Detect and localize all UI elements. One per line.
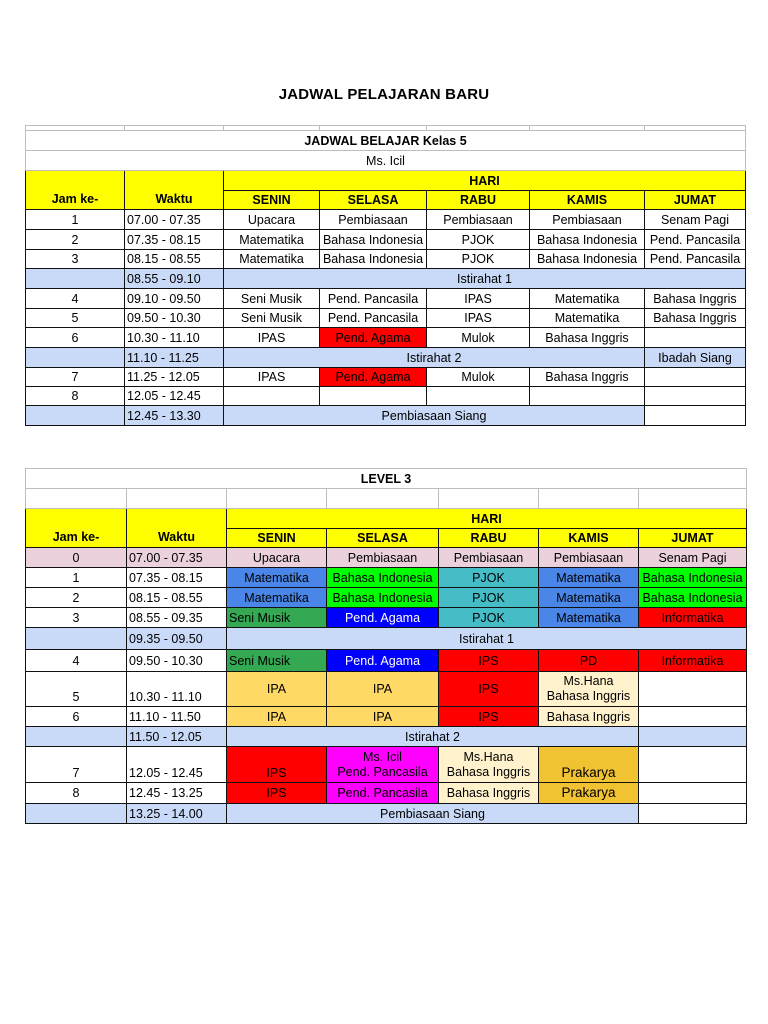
jam-cell: 7 (26, 368, 125, 387)
lesson-cell: Matematika (227, 568, 327, 588)
jam-cell: 2 (26, 588, 127, 608)
table-title: JADWAL BELAJAR Kelas 5 (26, 131, 746, 151)
lesson-cell: Informatika (639, 650, 747, 672)
header-senin: SENIN (227, 529, 327, 548)
table-row (26, 368, 746, 387)
header-waktu: Waktu (125, 171, 224, 210)
jam-cell: 1 (26, 568, 127, 588)
break-row (26, 348, 746, 368)
teacher-name: Ms.Hana (563, 674, 614, 688)
lesson-cell: Bahasa Inggris (439, 783, 539, 804)
table-row (26, 548, 747, 568)
table-row (26, 608, 747, 628)
lesson-cell: Seni Musik (227, 650, 327, 672)
lesson-name: Bahasa Inggris (446, 764, 531, 779)
waktu-cell: 09.50 - 10.30 (127, 650, 227, 672)
lesson-cell: IPA (327, 707, 439, 727)
lesson-cell: Pend. Agama (320, 328, 427, 348)
lesson-cell: Bahasa Indonesia (320, 230, 427, 250)
lesson-cell: Seni Musik (227, 608, 327, 628)
break-label: Istirahat 1 (224, 269, 746, 289)
lesson-cell: Bahasa Indonesia (320, 250, 427, 269)
lesson-cell: Bahasa Inggris (539, 707, 639, 727)
break-label: Istirahat 2 (227, 727, 639, 747)
lesson-cell: Bahasa Inggris (530, 368, 645, 387)
break-row (26, 727, 747, 747)
lesson-name: Pend. Pancasila (337, 764, 428, 779)
jam-cell: 0 (26, 548, 127, 568)
break-row (26, 406, 746, 426)
header-jumat: JUMAT (645, 191, 746, 210)
lesson-cell: PJOK (427, 230, 530, 250)
header-selasa: SELASA (320, 191, 427, 210)
lesson-cell: Prakarya (539, 783, 639, 804)
waktu-cell: 11.50 - 12.05 (127, 727, 227, 747)
table-row (26, 707, 747, 727)
lesson-cell: Pembiasaan (439, 548, 539, 568)
table-row (26, 783, 747, 804)
header-rabu: RABU (427, 191, 530, 210)
jam-cell: 8 (26, 387, 125, 406)
lesson-cell: Pembiasaan (327, 548, 439, 568)
lesson-cell: Matematika (224, 250, 320, 269)
break-label-jumat: Ibadah Siang (645, 348, 746, 368)
header-senin: SENIN (224, 191, 320, 210)
table-row (26, 588, 747, 608)
lesson-cell: Matematika (539, 568, 639, 588)
lesson-cell: IPA (227, 707, 327, 727)
lesson-cell: IPAS (427, 289, 530, 309)
waktu-cell: 08.15 - 08.55 (125, 250, 224, 269)
waktu-cell: 12.05 - 12.45 (127, 747, 227, 783)
jam-cell: 7 (26, 747, 127, 783)
lesson-cell: Informatika (639, 608, 747, 628)
teacher-name: Ms. Icil (363, 749, 402, 764)
jam-cell: 6 (26, 707, 127, 727)
lesson-cell: PJOK (439, 608, 539, 628)
lesson-cell: Prakarya (539, 747, 639, 783)
lesson-cell: Bahasa Indonesia (639, 568, 747, 588)
lesson-cell: Senam Pagi (639, 548, 747, 568)
lesson-cell: Matematika (224, 230, 320, 250)
waktu-cell: 11.10 - 11.25 (125, 348, 224, 368)
waktu-cell: 08.15 - 08.55 (127, 588, 227, 608)
waktu-cell: 08.55 - 09.35 (127, 608, 227, 628)
waktu-cell: 11.10 - 11.50 (127, 707, 227, 727)
header-rabu: RABU (439, 529, 539, 548)
break-label: Pembiasaan Siang (227, 804, 639, 824)
lesson-cell: PJOK (427, 250, 530, 269)
lesson-cell: IPA (327, 672, 439, 707)
lesson-cell: IPS (439, 707, 539, 727)
header-waktu: Waktu (127, 509, 227, 548)
lesson-cell: IPAS (224, 368, 320, 387)
lesson-cell: Seni Musik (224, 309, 320, 328)
jam-cell: 3 (26, 250, 125, 269)
lesson-cell: Seni Musik (224, 289, 320, 309)
lesson-cell: Upacara (224, 210, 320, 230)
lesson-cell: Bahasa Inggris (645, 289, 746, 309)
waktu-cell: 12.45 - 13.30 (125, 406, 224, 426)
lesson-cell: Matematika (530, 289, 645, 309)
lesson-cell: Matematika (539, 588, 639, 608)
jam-cell: 1 (26, 210, 125, 230)
header-hari: HARI (227, 509, 747, 529)
table-row (26, 672, 747, 707)
lesson-cell: IPS (439, 650, 539, 672)
lesson-cell: Bahasa Inggris (530, 328, 645, 348)
lesson-cell: Bahasa Inggris (645, 309, 746, 328)
teacher-name: Ms.Hana (463, 749, 514, 764)
waktu-cell: 07.00 - 07.35 (127, 548, 227, 568)
table-row (26, 210, 746, 230)
table-row (26, 309, 746, 328)
lesson-cell: Pend. Pancasila (645, 230, 746, 250)
jam-cell: 5 (26, 672, 127, 707)
lesson-cell (327, 747, 439, 783)
teacher-name: Ms. Icil (26, 151, 746, 171)
break-label: Pembiasaan Siang (224, 406, 645, 426)
waktu-cell: 08.55 - 09.10 (125, 269, 224, 289)
table-row (26, 289, 746, 309)
page-title: JADWAL PELAJARAN BARU (278, 86, 490, 103)
lesson-cell (439, 747, 539, 783)
lesson-cell: Senam Pagi (645, 210, 746, 230)
schedule-table-level-3 (25, 468, 747, 824)
lesson-cell: IPS (439, 672, 539, 707)
header-jumat: JUMAT (639, 529, 747, 548)
waktu-cell: 11.25 - 12.05 (125, 368, 224, 387)
lesson-cell: Pend. Pancasila (327, 783, 439, 804)
lesson-cell: Pembiasaan (427, 210, 530, 230)
lesson-cell: Matematika (227, 588, 327, 608)
lesson-cell: Pembiasaan (530, 210, 645, 230)
lesson-cell: Matematika (530, 309, 645, 328)
table-row (26, 568, 747, 588)
waktu-cell: 07.35 - 08.15 (127, 568, 227, 588)
break-row (26, 269, 746, 289)
lesson-cell: Pend. Pancasila (645, 250, 746, 269)
header-jam: Jam ke- (26, 171, 125, 210)
waktu-cell: 12.05 - 12.45 (125, 387, 224, 406)
lesson-cell: Mulok (427, 328, 530, 348)
break-row (26, 804, 747, 824)
jam-cell: 5 (26, 309, 125, 328)
waktu-cell: 10.30 - 11.10 (127, 672, 227, 707)
lesson-cell: PJOK (439, 588, 539, 608)
header-kamis: KAMIS (530, 191, 645, 210)
waktu-cell: 10.30 - 11.10 (125, 328, 224, 348)
lesson-cell: PD (539, 650, 639, 672)
lesson-cell: IPAS (427, 309, 530, 328)
lesson-cell: IPS (227, 783, 327, 804)
table-row (26, 230, 746, 250)
break-label: Istirahat 1 (227, 628, 747, 650)
table-row (26, 250, 746, 269)
waktu-cell: 07.35 - 08.15 (125, 230, 224, 250)
table-row (26, 328, 746, 348)
waktu-cell: 09.50 - 10.30 (125, 309, 224, 328)
break-label: Istirahat 2 (224, 348, 645, 368)
header-hari: HARI (224, 171, 746, 191)
table-row (26, 387, 746, 406)
jam-cell: 6 (26, 328, 125, 348)
table-title: LEVEL 3 (26, 469, 747, 489)
waktu-cell: 13.25 - 14.00 (127, 804, 227, 824)
lesson-cell: Pend. Agama (327, 608, 439, 628)
lesson-cell: Pend. Pancasila (320, 309, 427, 328)
lesson-cell: Mulok (427, 368, 530, 387)
lesson-cell: Bahasa Indonesia (530, 250, 645, 269)
header-jam: Jam ke- (26, 509, 127, 548)
waktu-cell: 09.35 - 09.50 (127, 628, 227, 650)
jam-cell: 2 (26, 230, 125, 250)
header-kamis: KAMIS (539, 529, 639, 548)
lesson-cell: Bahasa Indonesia (639, 588, 747, 608)
lesson-cell: Pend. Agama (327, 650, 439, 672)
lesson-cell: Bahasa Indonesia (530, 230, 645, 250)
waktu-cell: 07.00 - 07.35 (125, 210, 224, 230)
lesson-cell: Pembiasaan (539, 548, 639, 568)
lesson-cell: IPAS (224, 328, 320, 348)
lesson-cell: Matematika (539, 608, 639, 628)
waktu-cell: 09.10 - 09.50 (125, 289, 224, 309)
lesson-cell: Pembiasaan (320, 210, 427, 230)
table-row (26, 650, 747, 672)
jam-cell: 4 (26, 650, 127, 672)
schedule-table-kelas-5 (25, 125, 746, 426)
lesson-cell: Pend. Agama (320, 368, 427, 387)
lesson-cell: IPS (227, 747, 327, 783)
lesson-cell: PJOK (439, 568, 539, 588)
jam-cell: 3 (26, 608, 127, 628)
lesson-cell: Bahasa Indonesia (327, 588, 439, 608)
lesson-name: Bahasa Inggris (546, 689, 631, 703)
lesson-cell (539, 672, 639, 707)
lesson-cell: Bahasa Indonesia (327, 568, 439, 588)
waktu-cell: 12.45 - 13.25 (127, 783, 227, 804)
lesson-cell: Pend. Pancasila (320, 289, 427, 309)
break-row (26, 628, 747, 650)
jam-cell: 8 (26, 783, 127, 804)
jam-cell: 4 (26, 289, 125, 309)
lesson-cell: IPA (227, 672, 327, 707)
header-selasa: SELASA (327, 529, 439, 548)
table-row (26, 747, 747, 783)
lesson-cell: Upacara (227, 548, 327, 568)
